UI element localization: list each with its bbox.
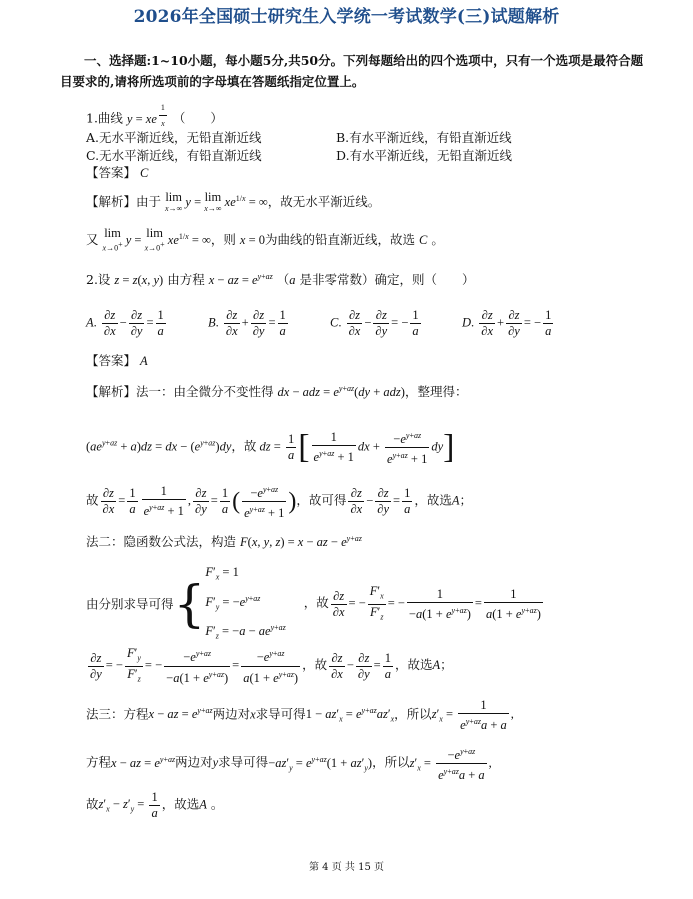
q1-analysis-2-text: 又: [86, 232, 99, 248]
q2-option-c: C. $\frac{\partial z}{\partial x}$ − $\frac{\partial z}{\partial y}$ = − $\frac{1}{a}$: [330, 308, 419, 338]
q2-m2-text: 法二：隐函数公式法，构造: [86, 534, 237, 550]
q2-m2-so-2: ，故: [302, 656, 328, 672]
q1-option-d: D.有水平渐近线，无铅直渐近线: [336, 148, 513, 163]
q1-option-b: B.有水平渐近线，有铅直渐近线: [336, 130, 512, 145]
q2-stem: 2.设 z = z(x, y) 由方程 x − az = $e^{y+az}$ （a 是非零常数）确定，则（ ）: [86, 272, 475, 288]
q2-method2-system: 由分别求导可得{ $F'_x = 1$ $F'_y = -e^{y+az}$ $F'_z = -a - ae^{y+az}$ ，故 $\frac{\partial z}{\partial x}$ = − $\frac{F'_x}{F'_z}$ = − $\frac{1}{-a(1 + e^{y+az})}$ = $\frac{1}{a(1 + e^{y+az})}$: [86, 565, 541, 641]
q1-stem-prefix: 1.曲线: [86, 110, 123, 126]
q2-answer-label: 【答案】: [86, 353, 137, 368]
q2-m3-so-2: ，所以: [372, 754, 410, 770]
q1-analysis-2-tail: 为曲线的铅直渐近线，故选: [265, 232, 416, 248]
q1-stem: 1.曲线 y = xe $^{\frac{1}{x}}$ （ ）: [86, 100, 223, 131]
q2-answer-value: A: [140, 354, 148, 368]
q2-m3-derive-x: 两边对: [212, 706, 251, 722]
q2-stem-prefix: 2.设: [86, 272, 111, 288]
q2-stem-note2: 是非零常数）确定，则（ ）: [299, 272, 475, 288]
q2-m3b-text: 方程: [86, 754, 112, 770]
section-intro: 一、选择题:1~10小题，每小题5分,共50分。下列每题给出的四个选项中，只有一个选项是最符合题目要求的,请将所选项前的字母填在答题纸指定位置上。: [60, 53, 644, 89]
q1-analysis-2-mid: ，则: [210, 232, 236, 248]
q2-m3-so: ，所以: [394, 706, 432, 722]
q2-answer: [86, 352, 148, 370]
q2-analysis-label: 【解析】: [86, 384, 137, 400]
q2-gu: 故: [86, 492, 99, 508]
q2-m3-derive-x2: 求导可得: [255, 706, 306, 722]
q2-gu-2: 故: [86, 796, 99, 812]
q1-analysis-text: 由于: [136, 194, 162, 210]
q2-choose-a-3: ，故选: [161, 796, 200, 812]
q2-method3-y: 方程x − az = $e^{y+az}$两边对y求导可得$-az'_y = e^{y+az}(1 + az'_y)$，所以$z'_x$ = $\frac{-e^{y+az}}{e^{y+az}a + a}$ ,: [86, 747, 492, 783]
q2-method1: 【解析】法一：由全微分不变性得 dx − adz = $e^{y+az}(dy + adz)$，整理得：: [86, 384, 468, 400]
q2-stem-mid: 由方程: [167, 272, 205, 288]
q2-option-a: A. $\frac{\partial z}{\partial x}$ − $\frac{\partial z}{\partial y}$ = $\frac{1}{a}$: [86, 308, 164, 338]
q1-bracket: （ ）: [172, 110, 223, 126]
q2-method2: 法二：隐函数公式法，构造 F(x, y, z) = x − az − $e^{y+az}$: [86, 534, 362, 550]
q1-answer-label: 【答案】: [86, 165, 137, 180]
q2-method1-partials: 故 $\frac{\partial z}{\partial x}$ = $\frac{1}{a}$ $\frac{1}{e^{y+az} + 1}$ , $\frac{\partial z}{\partial y}$ = $\frac{1}{a}$ ( $\frac{-e^{y+az}}{e^{y+az} + 1}$ )，故可得 $\frac{\partial z}{\partial x}$ − $\frac{\partial z}{\partial y}$ = $\frac{1}{a}$ ，故选A；: [86, 484, 472, 521]
q2-method2-dy: $\frac{\partial z}{\partial y}$ = − $\frac{F'_y}{F'_z}$ = − $\frac{-e^{y+az}}{-a(1 + e^{y+az})}$ = $\frac{-e^{y+az}}{a(1 + e^{y+az})}$ ，故 $\frac{\partial z}{\partial x}$ − $\frac{\partial z}{\partial y}$ = $\frac{1}{a}$ ，故选A；: [90, 646, 453, 685]
q2-choose-a-2: ，故选: [394, 656, 433, 672]
q2-choose-a-1: ，故选: [414, 492, 452, 508]
q2-option-b: B. $\frac{\partial z}{\partial x}$ + $\frac{\partial z}{\partial y}$ = $\frac{1}{a}$: [208, 308, 286, 338]
q2-m3b-derive2: 求导可得: [218, 754, 269, 770]
q2-can-get: ，故可得: [296, 492, 347, 508]
q2-m1-tail: ，整理得：: [404, 384, 468, 400]
q2-m1-text: 法一：由全微分不变性得: [136, 384, 274, 400]
q2-m2-so: ，故: [303, 595, 329, 611]
q1-option-a: A.无水平渐近线，无铅直渐近线: [86, 130, 262, 145]
q2-m3b-derive: 两边对: [175, 754, 213, 770]
q2-m1-so: ，故: [231, 438, 257, 454]
q1-analysis-tail: ，故无水平渐近线。: [267, 194, 381, 210]
q1-answer: [86, 164, 148, 182]
q1-analysis-1: 【解析】由于 lim x→∞ y = lim x→∞ $xe^{1/x}$ = ∞，故无水平渐近线。: [86, 190, 381, 214]
q1-analysis-label: 【解析】: [86, 194, 137, 210]
page-footer: 第 4 页 共 15 页: [309, 862, 384, 873]
q2-option-d: D. $\frac{\partial z}{\partial x}$ + $\frac{\partial z}{\partial y}$ = − $\frac{1}{a}$: [462, 308, 552, 338]
q2-m3-text: 法三：方程: [86, 706, 149, 722]
q1-option-c: C.无水平渐近线，有铅直渐近线: [86, 148, 262, 163]
q2-stem-note: （: [276, 272, 290, 288]
q2-m2-derive: 由分别求导可得: [86, 596, 174, 612]
q1-answer-value: C: [140, 166, 149, 180]
q2-method3: 法三：方程x − az = $e^{y+az}$两边对x求导可得$1 - az'_x = e^{y+az}az'_x$，所以$z'_x$ = $\frac{1}{e^{y+az}a + a}$ ,: [86, 698, 514, 733]
q2-method3-conclusion: 故$z'_x - z'_y$ = $\frac{1}{a}$ ，故选A 。: [86, 790, 224, 820]
page-title: 2026年全国硕士研究生入学统一考试数学(三)试题解析: [133, 7, 560, 27]
q2-method1-eq: $(ae^{y+az} + a)dz$ = dx − $(e^{y+az})dy$，故 dz = $\frac{1}{a}$ [ $\frac{1}{e^{y+az} + 1}$ dx + $\frac{-e^{y+az}}{e^{y+az} + 1}$ dy]: [86, 428, 455, 467]
q1-analysis-2: 又 lim x→0+ y = lim x→0+ $xe^{1/x}$ = ∞，则 x = 0为曲线的铅直渐近线，故选 C 。: [86, 226, 444, 254]
